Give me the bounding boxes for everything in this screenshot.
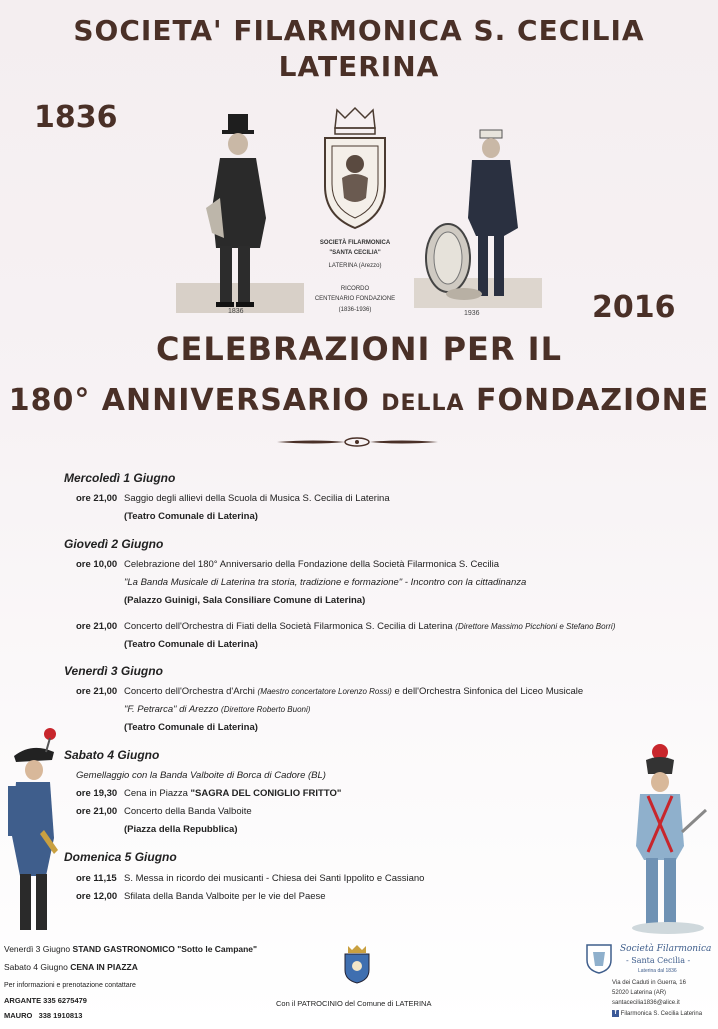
stand-info-1 <box>4 944 257 954</box>
crest-icon <box>300 106 410 236</box>
event-place: (Teatro Comunale di Laterina) <box>124 722 258 733</box>
event-subtitle-main: "F. Petrarca" di Arezzo <box>124 704 219 715</box>
ornament-divider <box>275 436 440 448</box>
event-text: Concerto della Banda Valboite <box>124 806 252 817</box>
event-time: ore 21,00 <box>76 806 118 817</box>
event-place: (Teatro Comunale di Laterina) <box>124 639 258 650</box>
event-place: (Teatro Comunale di Laterina) <box>124 511 258 522</box>
emblem-line3: LATERINA (Arezzo) <box>328 263 382 269</box>
historic-photo-1836 <box>176 108 304 318</box>
emblem-line6: (1836-1936) <box>338 307 372 313</box>
emblem-line5: CENTENARIO FONDAZIONE <box>314 296 396 302</box>
event-text <box>124 788 341 799</box>
event-text-main: Cena in Piazza <box>124 788 188 799</box>
day-heading-5: Domenica 5 Giugno <box>64 850 177 864</box>
day-heading-4: Sabato 4 Giugno <box>64 748 160 762</box>
event-text <box>124 686 583 697</box>
event-time: ore 12,00 <box>76 891 118 902</box>
emblem-line1: SOCIETÀ FILARMONICA <box>319 240 391 246</box>
event-highlight: "SAGRA DEL CONIGLIO FRITTO" <box>190 788 342 799</box>
anniversary-della: DELLA <box>381 391 465 416</box>
society-title: SOCIETA' FILARMONICA S. CECILIA <box>73 14 645 47</box>
day-heading-3: Venerdì 3 Giugno <box>64 664 163 678</box>
event-place: (Palazzo Guinigi, Sala Consiliare Comune di Laterina) <box>124 595 366 606</box>
logo-subname: - Santa Cecilia - <box>626 956 691 965</box>
society-emblem <box>300 106 410 326</box>
stand-text: CENA IN PIAZZA <box>70 962 138 972</box>
stand-day: Sabato 4 Giugno <box>4 962 68 972</box>
bandsman-left-illustration <box>4 726 66 936</box>
facebook-icon: f <box>612 1010 619 1017</box>
event-note: (Direttore Massimo Picchioni e Stefano Borri) <box>455 622 616 631</box>
photo-caption-right: 1936 <box>464 310 480 317</box>
event-subtitle: "La Banda Musicale di Laterina tra storia, tradizione e formazione" - Incontro con la cittadinanza <box>124 577 527 588</box>
anniversary-headline <box>0 383 718 418</box>
event-note: (Direttore Roberto Buoni) <box>221 705 311 714</box>
society-logo-icon <box>584 942 614 974</box>
event-time: ore 11,15 <box>76 873 117 884</box>
contact-title: Per informazioni e prenotazione contattare <box>4 982 136 989</box>
event-note: (Maestro concertatore Lorenzo Rossi) <box>257 687 392 696</box>
facebook-text: Filarmonica S. Cecilia Laterina <box>620 1011 703 1018</box>
contact-mauro: MAURO 338 1910813 <box>4 1011 83 1020</box>
anniversary-text: 180° ANNIVERSARIO <box>8 383 382 418</box>
event-text: S. Messa in ricordo dei musicanti - Chiesa dei Santi Ippolito e Cassiano <box>124 873 425 884</box>
year-founded: 1836 <box>34 100 118 135</box>
address-line2: 52020 Laterina (AR) <box>612 990 667 996</box>
event-text: Celebrazione del 180° Anniversario della Fondazione della Società Filarmonica S. Cecilia <box>124 559 500 570</box>
event-time: ore 21,00 <box>76 686 118 697</box>
stand-info-2 <box>4 962 138 972</box>
event-time: ore 21,00 <box>76 621 118 632</box>
event-text: Sfilata della Banda Valboite per le vie del Paese <box>124 891 326 902</box>
emblem-line4: RICORDO <box>340 286 370 292</box>
anniversary-fondazione: FONDAZIONE <box>464 383 710 418</box>
event-text-main: Concerto dell'Orchestra d'Archi <box>124 686 255 697</box>
event-text-main: Concerto dell'Orchestra di Fiati della Società Filarmonica S. Cecilia di Laterina <box>124 621 453 632</box>
event-intro: Gemellaggio con la Banda Valboite di Borca di Cadore (BL) <box>76 770 326 781</box>
event-time: ore 21,00 <box>76 493 118 504</box>
bandsman-right-illustration <box>622 742 714 942</box>
logo-name: Società Filarmonica <box>620 944 712 954</box>
event-text <box>124 621 615 632</box>
event-text-cont: e dell'Orchestra Sinfonica del Liceo Musicale <box>394 686 584 697</box>
event-text: Saggio degli allievi della Scuola di Musica S. Cecilia di Laterina <box>124 493 390 504</box>
drummer-illustration <box>414 118 542 318</box>
celebration-headline: CELEBRAZIONI PER IL <box>156 330 562 368</box>
year-current: 2016 <box>592 290 676 325</box>
town-title: LATERINA <box>278 50 440 83</box>
facebook-link <box>612 1010 702 1017</box>
patronage-text: Con il PATROCINIO del Comune di LATERINA <box>276 999 432 1008</box>
event-place: (Piazza della Repubblica) <box>124 824 238 835</box>
emblem-line2: "SANTA CECILIA" <box>329 250 381 256</box>
event-time: ore 10,00 <box>76 559 118 570</box>
gentleman-illustration <box>176 108 304 318</box>
contact-argante: ARGANTE 335 6275479 <box>4 996 87 1005</box>
photo-caption-left: 1836 <box>228 308 244 315</box>
email-text: santacecilia1836@alice.it <box>612 1000 680 1006</box>
logo-since: Laterina dal 1836 <box>638 968 677 974</box>
day-heading-1: Mercoledì 1 Giugno <box>64 471 176 485</box>
address-line1: Via dei Caduti in Guerra, 16 <box>612 980 686 986</box>
historic-photo-1936 <box>414 118 542 318</box>
event-time: ore 19,30 <box>76 788 118 799</box>
stand-text: STAND GASTRONOMICO "Sotto le Campane" <box>72 944 258 954</box>
event-subtitle <box>124 704 310 715</box>
stand-day: Venerdì 3 Giugno <box>4 944 71 954</box>
day-heading-2: Giovedì 2 Giugno <box>64 537 164 551</box>
town-crest-icon <box>342 944 372 984</box>
